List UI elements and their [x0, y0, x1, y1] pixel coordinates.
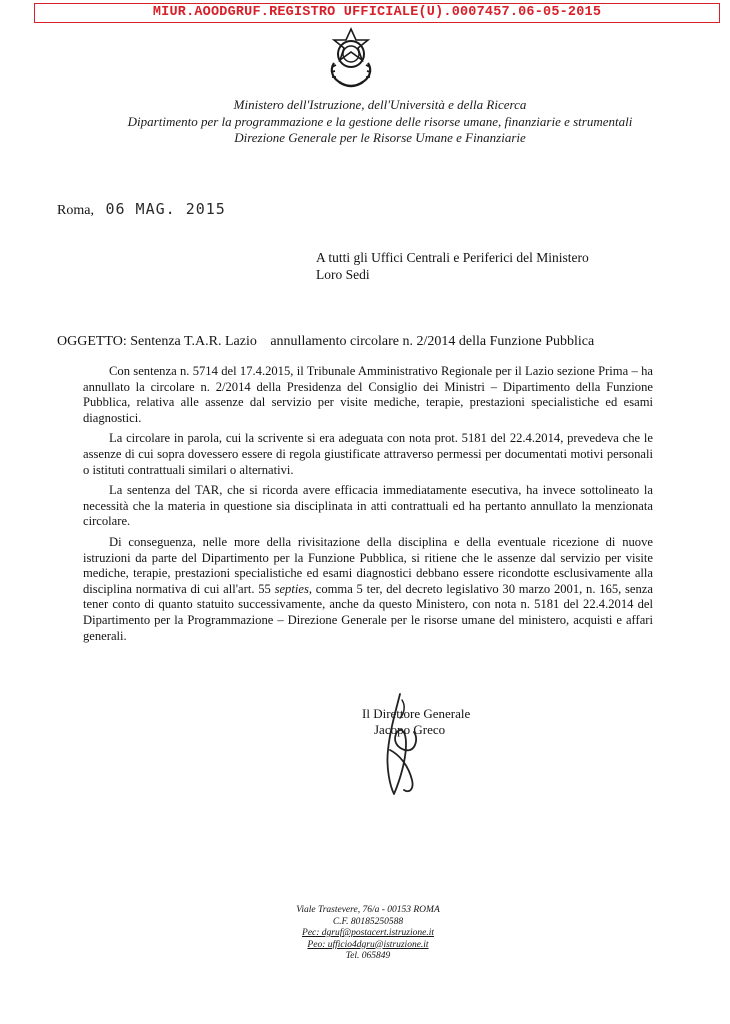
protocol-registration-stamp [34, 3, 720, 23]
septies-term: septies [274, 581, 309, 596]
subject-annulment: annullamento circolare n. 2/2014 della Funzione Pubblica [270, 334, 595, 349]
place: Roma, [57, 203, 94, 218]
recipients-block [316, 249, 589, 283]
letter-body [83, 364, 653, 649]
footer-contacts [268, 905, 468, 963]
recipients-line: A tutti gli Uffici Centrali e Periferici del Ministero [316, 250, 589, 265]
body-paragraph-4-start: Di conseguenza, nelle more della rivisitazione della disciplina e della eventuale ricezione di nuove istruzioni da parte del Dipartimento per la Funzione Pubblica, si ritiene che le assenze dal servizio per visite mediche, terapie, prestazioni specialistiche ed esami diagnostici debbano essere ricondotte esclusivamente alla disciplina normativa di cui all'art. 55 [83, 534, 653, 596]
body-paragraph-3: La sentenza del TAR, che si ricorda avere efficacia immediatamente esecutiva, ha invece sottolineato la necessità che la materia in questione sia disciplinata in atti contrattuali ed ha pertanto annullato la menzionata circolare. [83, 483, 653, 529]
signatory-title: Il Direttore Generale [362, 706, 471, 721]
signatory-name: Jacopo Greco [374, 722, 446, 737]
handwritten-signature [360, 690, 440, 800]
date-stamp: 06 MAG. 2015 [105, 200, 226, 218]
footer-pec-email[interactable]: Pec: dgruf@postacert.istruzione.it [302, 928, 434, 938]
body-paragraph-2: La circolare in parola, cui la scrivente si era adeguata con nota prot. 5181 del 22.4.2014, prevedeva che le assenze di cui sopra dovessero essere di regola giustificate attraverso permessi per documentati motivi personali o istituti contrattuali similari o alternativi. [83, 431, 653, 477]
subject-ruling: Sentenza T.A.R. Lazio [130, 334, 257, 349]
footer-tax-code: C.F. 80185250588 [332, 916, 404, 927]
body-paragraph-4 [83, 535, 653, 644]
body-paragraph-4-end: , comma 5 ter, del decreto legislativo 30 marzo 2001, n. 165, senza tener conto di quanto statuito successivamente, anche da questo Ministero, con nota n. 5181 del 22.4.2014 del Dipartimento per la Programmazione – Direzione Generale per le risorse umane del ministero, acquisti e affari generali. [83, 581, 653, 643]
place-date [57, 200, 226, 219]
subject-label: OGGETTO: [57, 334, 127, 349]
ministry-header [0, 97, 730, 147]
ministry-name: Ministero dell'Istruzione, dell'Università e della Ricerca [233, 97, 527, 112]
footer-peo-email[interactable]: Peo: ufficio4dgru@istruzione.it [307, 939, 429, 950]
subject-line [57, 334, 594, 350]
recipients-seat: Loro Sedi [316, 267, 370, 282]
italian-republic-emblem-icon [326, 27, 376, 89]
department-name: Dipartimento per la programmazione e la gestione delle risorse umane, finanziarie e strumentali [127, 113, 633, 129]
body-paragraph-1: Con sentenza n. 5714 del 17.4.2015, il Tribunale Amministrativo Regionale per il Lazio sezione Prima – ha annullato la circolare n. 2/2014 della Presidenza del Consiglio dei Ministri – Dipartimento della Funzione Pubblica, relativa alle assenze dal servizio per visite mediche, terapie, prestazioni specialistiche ed esami diagnostici. [83, 364, 653, 425]
directorate-name: Direzione Generale per le Risorse Umane e Finanziarie [234, 130, 526, 145]
footer-address: Viale Trastevere, 76/a - 00153 ROMA [296, 905, 440, 915]
footer-phone: Tel. 065849 [345, 951, 391, 961]
protocol-number: MIUR.AOODGRUF.REGISTRO UFFICIALE(U).0007457.06-05-2015 [152, 5, 602, 20]
